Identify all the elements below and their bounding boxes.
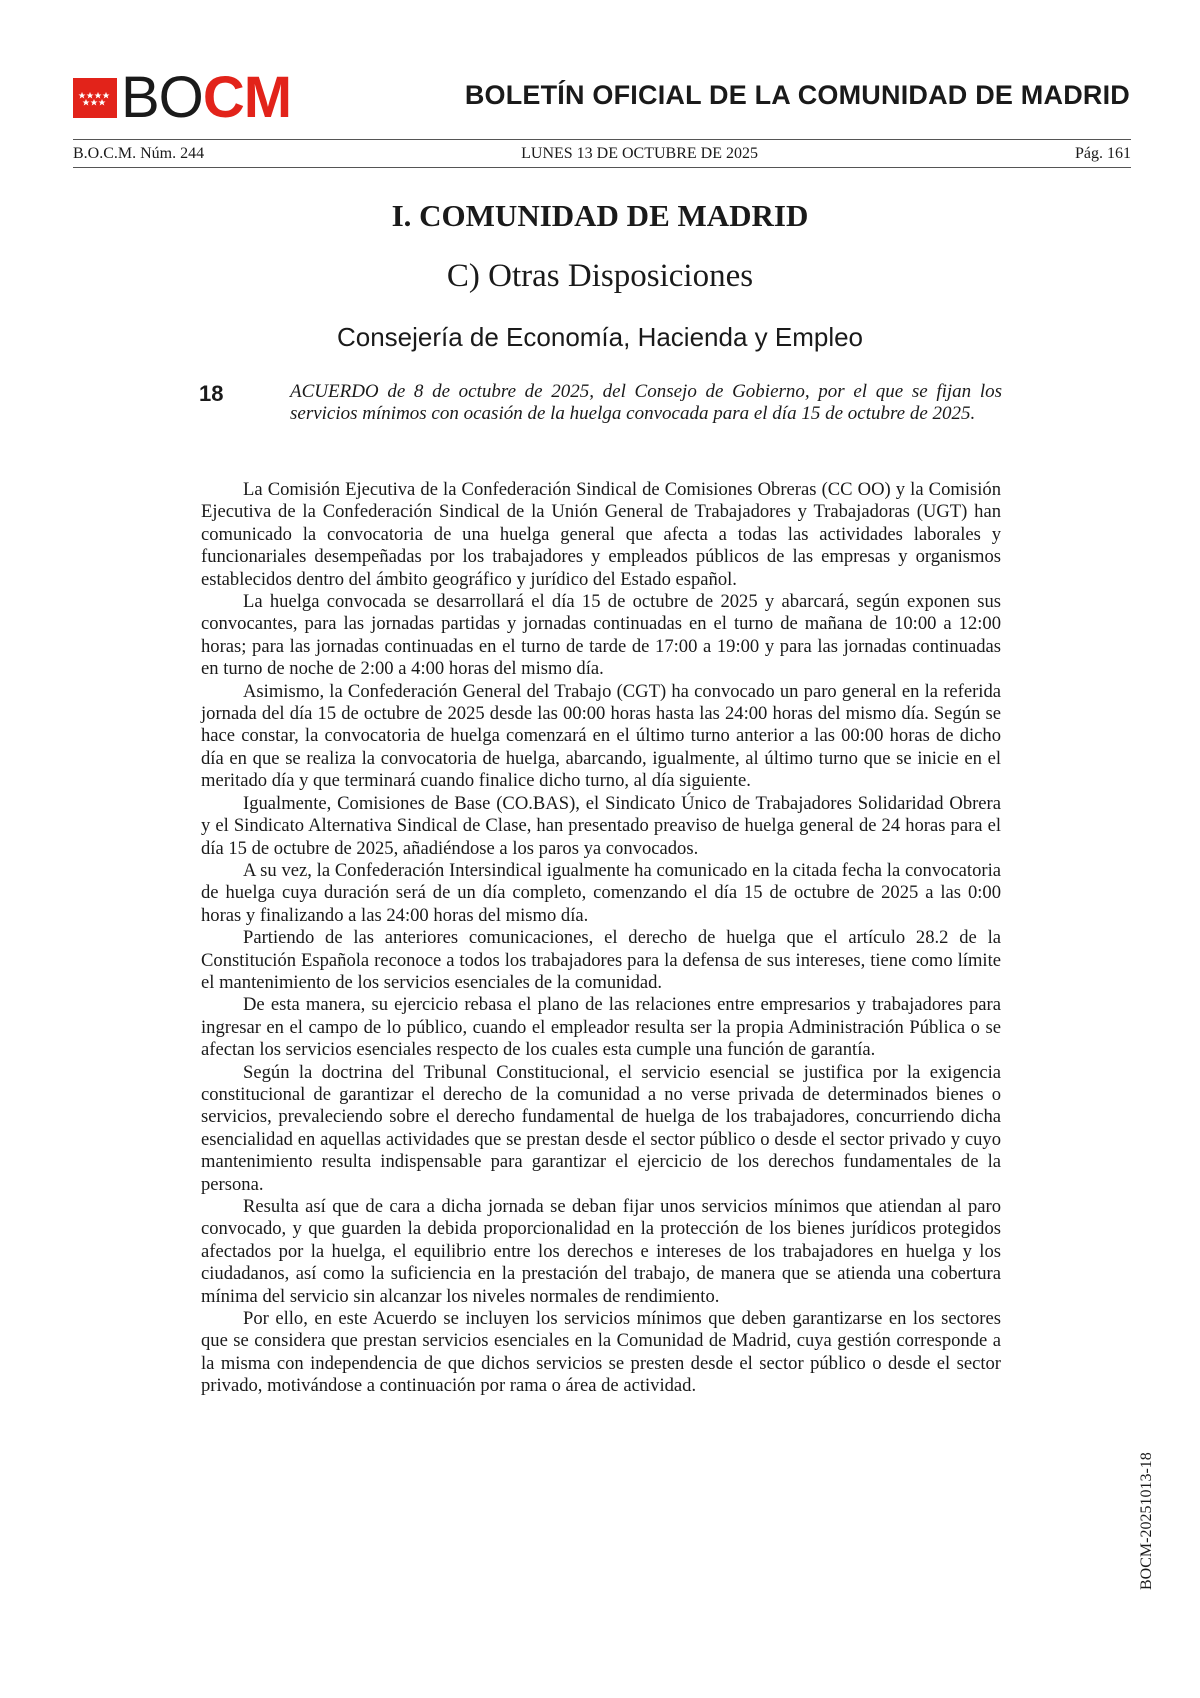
paragraph: A su vez, la Confederación Intersindical igualmente ha comunicado en la citada fecha la convocatoria de huelga cuya duración será de un día completo, comenzando el día 15 de octubre de 2025 a las 0:00 horas y finalizando a las 24:00 horas del mismo día. <box>201 859 1001 926</box>
paragraph: Resulta así que de cara a dicha jornada se deban fijar unos servicios mínimos que atiendan al paro convocado, y que guarden la debida proporcionalidad en la protección de los bienes jurídicos protegidos afectados por la huelga, el equilibrio entre los derechos e intereses de los trabajadores en huelga y los ciudadanos, así como la suficiencia en la prestación del trabajo, de manera que se atienda una cobertura mínima del servicio sin alcanzar los niveles normales de rendimiento. <box>201 1196 1001 1307</box>
masthead-title: BOLETÍN OFICIAL DE LA COMUNIDAD DE MADRID <box>464 80 1130 110</box>
header-rule-top <box>73 139 1131 140</box>
document-code: BOCM-20251013-18 <box>1138 1452 1155 1590</box>
paragraph: Según la doctrina del Tribunal Constitucional, el servicio esencial se justifica por la exigencia constitucional de garantizar el derecho de la comunidad a no verse privada de determinados bienes o servicios, prevaleciendo sobre el derecho fundamental de huelga de los trabajadores, concurriendo dicha esencialidad en aquellas actividades que se prestan desde el sector público o desde el sector privado y cuyo mantenimiento resulta indispensable para garantizar el ejercicio de los derechos fundamentales de la persona. <box>201 1061 1001 1195</box>
madrid-flag-icon <box>73 78 117 118</box>
logo-wordmark <box>121 65 292 130</box>
paragraph: Igualmente, Comisiones de Base (CO.BAS), el Sindicato Único de Trabajadores Solidaridad Obrera y el Sindicato Alternativa Sindical de Clase, han presentado preaviso de huelga general de 24 horas para el día 15 de octubre de 2025, añadiéndose a los paros ya convocados. <box>201 792 1001 859</box>
paragraph: Partiendo de las anteriores comunicaciones, el derecho de huelga que el artículo 28.2 de la Constitución Española reconoce a todos los trabajadores para la defensa de sus intereses, tiene como límite el mantenimiento de los servicios esenciales de la comunidad. <box>201 927 1001 993</box>
logo-text-red: CM <box>202 65 292 130</box>
paragraph: La Comisión Ejecutiva de la Confederación Sindical de Comisiones Obreras (CC OO) y la Comisión Ejecutiva de la Confederación Sindical de la Unión General de Trabajadores y Trabajadoras (UGT) han comunicado la convocatoria de una huelga general que afecta a todas las actividades laborales y funcionariales desempeñadas por los trabajadores y empleados públicos de las empresas y organismos establecidos dentro del ámbito geográfico y jurídico del Estado español. <box>201 479 1001 590</box>
paragraph: De esta manera, su ejercicio rebasa el plano de las relaciones entre empresarios y trabajadores para ingresar en el campo de lo público, cuando el empleador resulta ser la propia Administración Pública o se afectan los servicios esenciales respecto de los cuales esta cumple una función de garantía. <box>201 994 1001 1061</box>
running-header <box>73 145 1131 163</box>
bocm-logo <box>73 65 292 130</box>
header-rule-bottom <box>73 167 1131 168</box>
section-subtitle: C) Otras Disposiciones <box>446 258 754 294</box>
order-summary: ACUERDO de 8 de octubre de 2025, del Consejo de Gobierno, por el que se fijan los servicios mínimos con ocasión de la huelga convocada para el día 15 de octubre de 2025. <box>290 381 1002 424</box>
department-name: Consejería de Economía, Hacienda y Empleo <box>336 322 864 352</box>
paragraph: Por ello, en este Acuerdo se incluyen los servicios mínimos que deben garantizarse en los sectores que se considera que prestan servicios esenciales en la Comunidad de Madrid, cuya gestión corresponde a la misma con independencia de que dichos servicios se presten desde el sector público o desde el sector privado, motivándose a continuación por rama o área de actividad. <box>201 1308 1001 1397</box>
section-title: I. COMUNIDAD DE MADRID <box>391 198 809 233</box>
logo-text-black: BO <box>121 65 203 130</box>
paragraph: Asimismo, la Confederación General del Trabajo (CGT) ha convocado un paro general en la referida jornada del día 15 de octubre de 2025 desde las 00:00 horas hasta las 24:00 horas del mismo día. Según se hace constar, la convocatoria de huelga comenzará en el último turno anterior a las 00:00 horas de dicho día en que se realiza la convocatoria de huelga, abarcando, igualmente, al último turno que se inicie en el meritado día y que terminará cuando finalice dicho turno, al día siguiente. <box>201 680 1001 792</box>
order-number: 18 <box>199 381 224 406</box>
issue-date: LUNES 13 DE OCTUBRE DE 2025 <box>521 145 758 162</box>
paragraph: La huelga convocada se desarrollará el día 15 de octubre de 2025 y abarcará, según exponen sus convocantes, para las jornadas partidas y jornadas continuadas en el turno de mañana de 10:00 a 12:00 horas; para las jornadas continuadas en el turno de tarde de 17:00 a 19:00 y para las jornadas continuadas en turno de noche de 2:00 a 4:00 horas del mismo día. <box>201 591 1001 680</box>
document-body <box>201 479 1001 1398</box>
issue-number: B.O.C.M. Núm. 244 <box>73 145 205 162</box>
page-number: Pág. 161 <box>1074 145 1131 162</box>
